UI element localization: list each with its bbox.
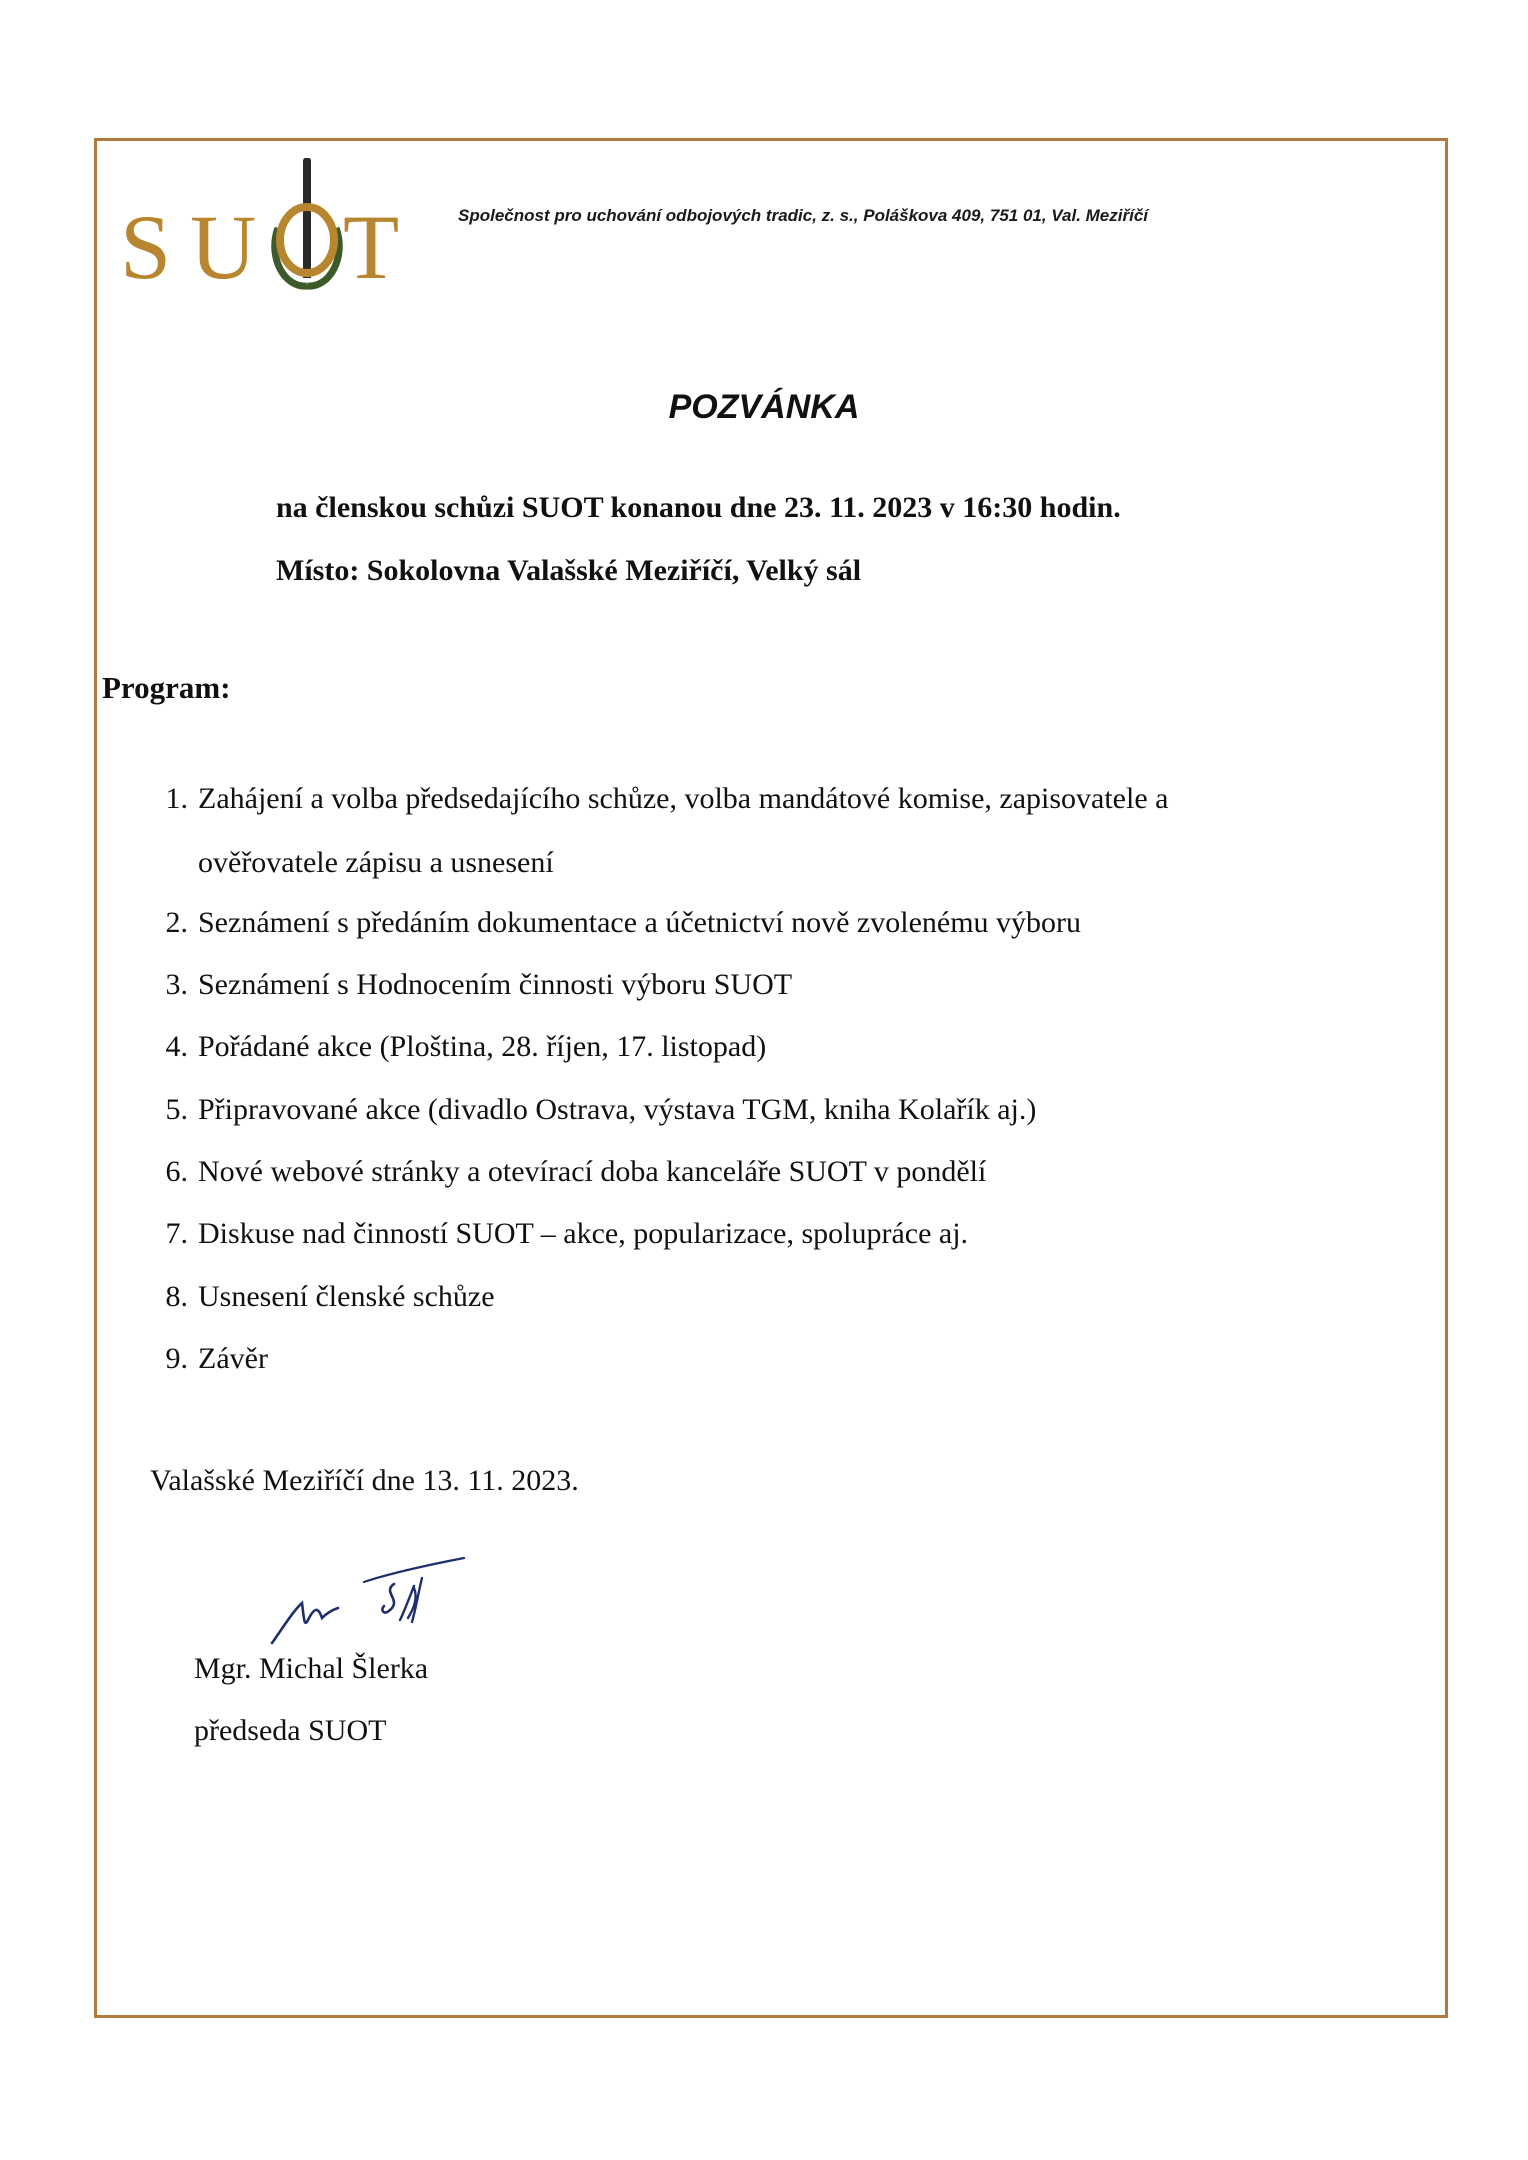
program-heading: Program:	[102, 670, 231, 705]
meeting-location: Místo: Sokolovna Valašské Meziříčí, Velký sál	[276, 554, 862, 587]
agenda-item-number: 7.	[165, 1217, 188, 1250]
signer-role: předseda SUOT	[194, 1714, 387, 1747]
agenda-item-text: Seznámení s předáním dokumentace a účetnictví nově zvolenému výboru	[198, 906, 1082, 939]
agenda-item-number: 8.	[165, 1280, 188, 1313]
signer-name: Mgr. Michal Šlerka	[194, 1652, 429, 1685]
document-title: POZVÁNKA	[668, 388, 860, 426]
agenda-item-text: Diskuse nad činností SUOT – akce, popularizace, spolupráce aj.	[198, 1217, 969, 1250]
agenda-item-number: 4.	[165, 1030, 188, 1063]
svg-text:U: U	[190, 196, 257, 298]
agenda-item-number: 2.	[165, 906, 188, 939]
agenda-item-text: Zahájení a volba předsedajícího schůze, volba mandátové komise, zapisovatele a	[198, 782, 1169, 815]
handwritten-signature	[252, 1548, 482, 1658]
suot-logo	[118, 158, 430, 298]
organization-address: Společnost pro uchování odbojových tradic, z. s., Poláškova 409, 751 01, Val. Meziříčí	[458, 206, 1148, 225]
svg-text:S: S	[120, 196, 172, 298]
agenda-item-number: 5.	[165, 1093, 188, 1126]
signature-icon	[252, 1548, 482, 1658]
agenda-item-text: Seznámení s Hodnocením činnosti výboru SUOT	[198, 968, 793, 1001]
agenda-item-text: Pořádané akce (Ploština, 28. říjen, 17. listopad)	[198, 1030, 767, 1063]
place-and-date: Valašské Meziříčí dne 13. 11. 2023.	[150, 1464, 579, 1497]
agenda-item-number: 9.	[165, 1342, 188, 1375]
agenda-item-number: 1.	[165, 782, 188, 815]
agenda-item-text: Usnesení členské schůze	[198, 1280, 495, 1313]
agenda-item-number: 6.	[165, 1155, 188, 1188]
agenda-item-text: Závěr	[198, 1342, 268, 1375]
meeting-announcement: na členskou schůzi SUOT konanou dne 23. 11. 2023 v 16:30 hodin.	[276, 491, 1121, 524]
agenda-item-number: 3.	[165, 968, 188, 1001]
agenda-item-text: Nové webové stránky a otevírací doba kanceláře SUOT v pondělí	[198, 1155, 987, 1188]
agenda-item-text: ověřovatele zápisu a usnesení	[198, 846, 554, 879]
suot-logo-icon	[118, 158, 430, 298]
agenda-item-text: Připravované akce (divadlo Ostrava, výstava TGM, kniha Kolařík aj.)	[198, 1093, 1037, 1126]
svg-text:T: T	[343, 196, 400, 298]
